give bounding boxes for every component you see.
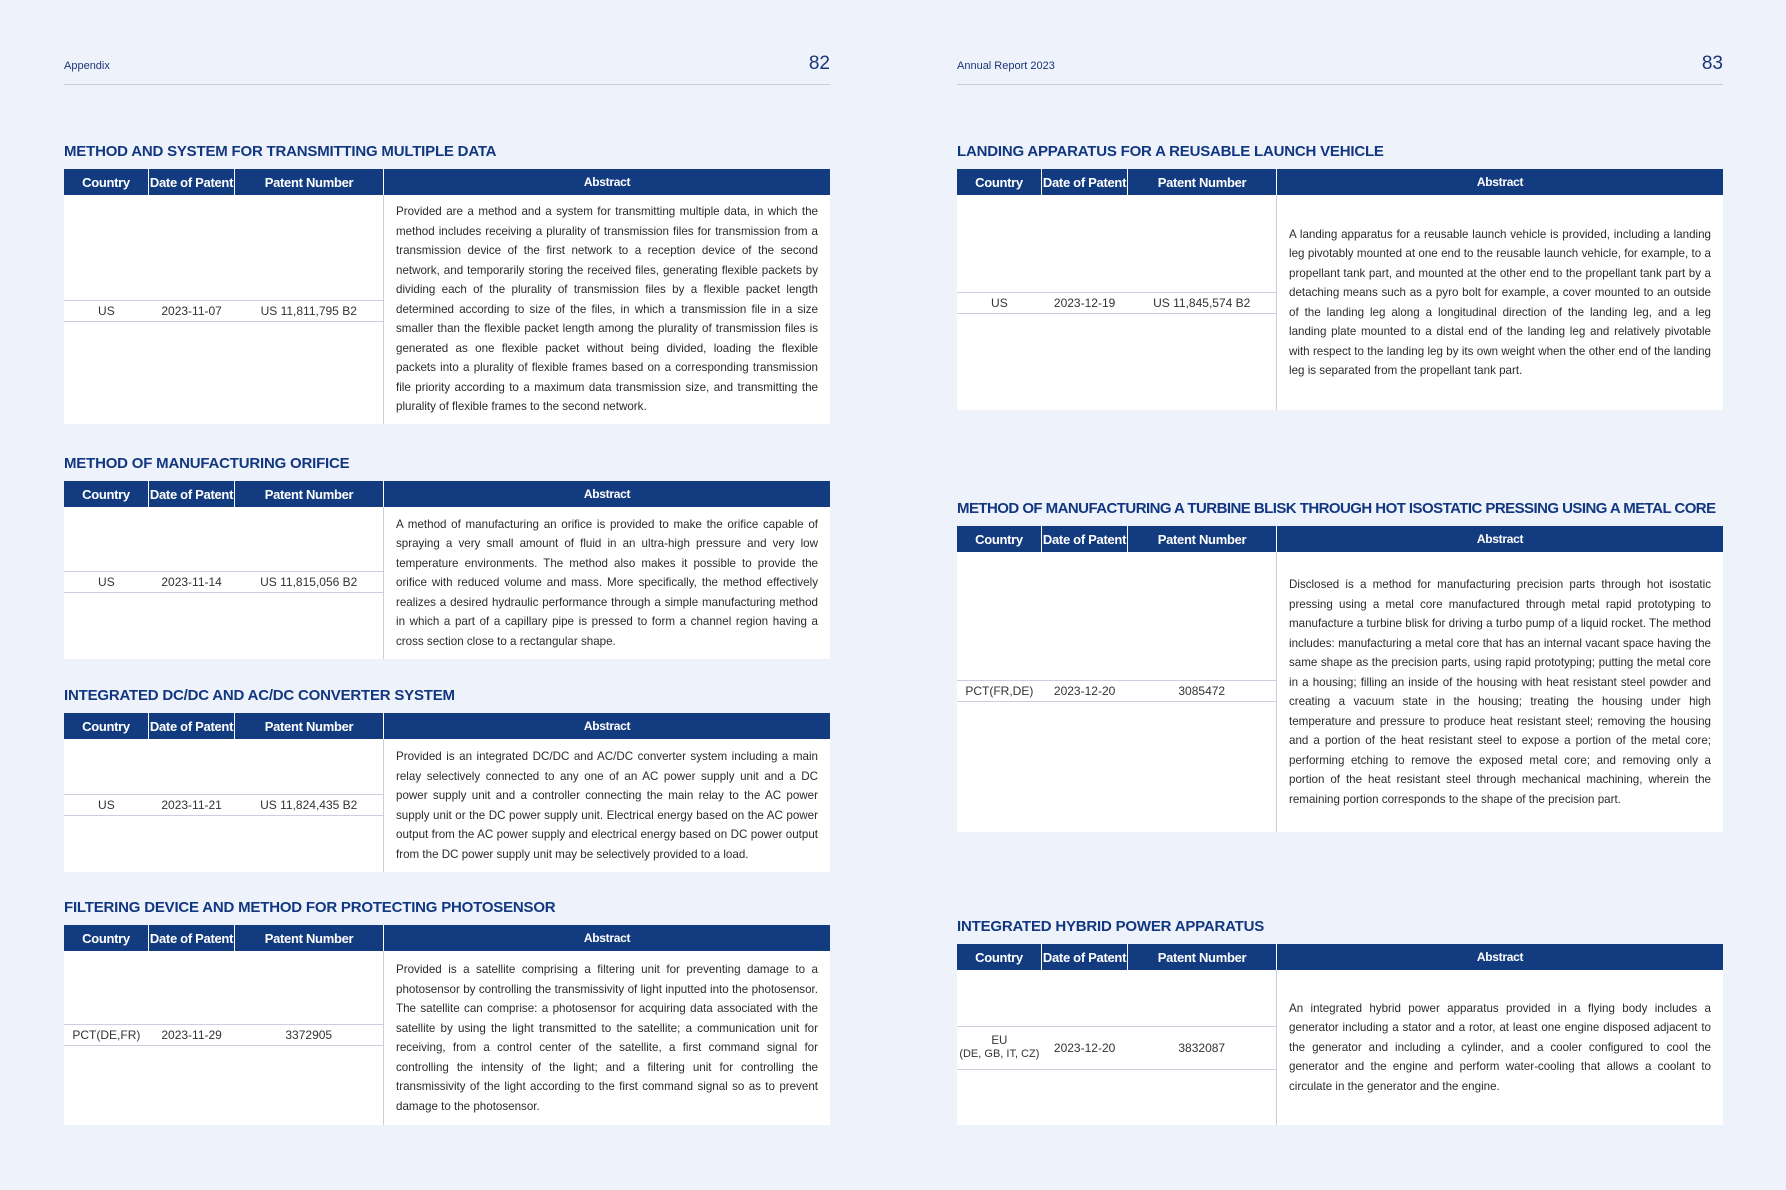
patent-meta (957, 195, 1277, 410)
column-header-country: Country (64, 481, 149, 507)
patent-abstract (1277, 195, 1723, 410)
header-label: Appendix (64, 60, 110, 72)
patent-section (64, 897, 830, 1125)
column-header-abstract: Abstract (1476, 175, 1524, 189)
patent-meta-row (64, 571, 383, 593)
patent-section (957, 141, 1723, 410)
table-row (957, 552, 1723, 832)
patent-number: US 11,824,435 B2 (260, 797, 358, 812)
patent-country: PCT(DE,FR) (72, 1027, 141, 1042)
column-header-date: Date of Patent (1042, 944, 1128, 970)
patent-meta-row (64, 300, 383, 322)
column-header-patent-number: Patent Number (1128, 944, 1277, 970)
patent-country-code: EU (991, 1035, 1008, 1047)
patent-abstract-text: A method of manufacturing an orifice is provided to make the orifice capable of spraying a very small amount of fluid in an ultra-high pressure and very low temperature environments. The method also makes it possible to provide the orifice with reduced volume and mass. More specifically, the method effectively realizes a desired hydraulic performance through a simple manufacturing method in which a part of a capillary pipe is pressed to form a channel region having a cross section close to a rectangular shape. (396, 517, 818, 648)
patent-date: 2023-11-07 (161, 303, 222, 318)
patent-date: 2023-11-21 (161, 797, 222, 812)
patent-section (957, 498, 1723, 832)
patent-title: METHOD AND SYSTEM FOR TRANSMITTING MULTIPLE DATA (64, 143, 497, 160)
table-header (64, 169, 830, 195)
patent-number: US 11,811,795 B2 (260, 303, 357, 318)
patent-meta-row (957, 292, 1276, 314)
patent-table (64, 925, 830, 1125)
column-header-abstract: Abstract (583, 931, 631, 945)
patent-date: 2023-11-29 (161, 1027, 222, 1042)
patent-date: 2023-12-20 (1053, 683, 1116, 698)
patent-section (957, 916, 1723, 1125)
column-header-patent-number: Patent Number (235, 925, 384, 951)
table-header (64, 713, 830, 739)
table-header (957, 526, 1723, 552)
column-header-date: Date of Patent (1042, 169, 1128, 195)
column-header-date: Date of Patent (149, 169, 235, 195)
patent-abstract-text: Provided is an integrated DC/DC and AC/DC converter system including a main relay selectively connected to any one of an AC power supply unit and a DC power supply unit and a controller connecting the main relay to the AC power supply unit or the DC power supply unit. Electrical energy based on the AC power output from the AC power supply and electrical energy based on DC power output from the DC power supply unit may be selectively provided to a load. (396, 750, 818, 861)
page-number: 82 (808, 53, 830, 74)
patent-abstract-text: Provided is a satellite comprising a filtering unit for preventing damage to a photosensor by controlling the transmissivity of light inputted into the photosensor. The satellite can comprise: a photosensor for acquiring data associated with the satellite by using the light transmitted to the satellite; a communication unit for receiving, from a control center of the satellite, a first command signal for controlling the intensity of the light; and a filtering unit for controlling the transmissivity of the light according to the first command signal so as to prevent damage to the photosensor. (396, 963, 818, 1113)
patent-number: US 11,845,574 B2 (1153, 295, 1251, 310)
table-row (64, 951, 830, 1125)
column-header-abstract: Abstract (583, 487, 631, 501)
patent-date: 2023-12-19 (1053, 295, 1116, 310)
column-header-country: Country (957, 169, 1042, 195)
table-row (64, 195, 830, 424)
patent-country-list: (DE, GB, IT, CZ) (959, 1048, 1040, 1060)
column-header-patent-number: Patent Number (1128, 526, 1277, 552)
table-row (957, 195, 1723, 410)
patent-table (64, 713, 830, 872)
patent-number: 3085472 (1178, 683, 1226, 698)
patent-abstract (384, 507, 830, 659)
patent-table (64, 169, 830, 424)
patent-abstract (1277, 552, 1723, 832)
patent-table (957, 169, 1723, 410)
page-header (64, 52, 830, 85)
patent-country: US (991, 295, 1008, 310)
patent-title: FILTERING DEVICE AND METHOD FOR PROTECTING PHOTOSENSOR (64, 899, 556, 916)
column-header-abstract: Abstract (583, 719, 631, 733)
patent-country: PCT(FR,DE) (965, 683, 1034, 698)
column-header-abstract: Abstract (583, 175, 631, 189)
patent-title: INTEGRATED DC/DC AND AC/DC CONVERTER SYSTEM (64, 687, 455, 704)
page-number: 83 (1701, 53, 1723, 74)
patent-meta (64, 739, 384, 872)
patent-title: METHOD OF MANUFACTURING ORIFICE (64, 455, 350, 472)
table-header (64, 481, 830, 507)
patent-country: US (98, 303, 115, 318)
table-row (64, 739, 830, 872)
patent-meta (957, 552, 1277, 832)
table-header (957, 944, 1723, 970)
patent-date: 2023-12-20 (1053, 1040, 1116, 1055)
column-header-patent-number: Patent Number (235, 169, 384, 195)
patent-meta (957, 970, 1277, 1125)
patent-meta-row (957, 680, 1276, 702)
table-row (957, 970, 1723, 1125)
patent-section (64, 141, 830, 424)
patent-abstract (384, 951, 830, 1125)
column-header-country: Country (64, 925, 149, 951)
column-header-country: Country (64, 713, 149, 739)
column-header-country: Country (957, 944, 1042, 970)
patent-country: US (98, 574, 115, 589)
column-header-date: Date of Patent (1042, 526, 1128, 552)
patent-section (64, 685, 830, 872)
patent-table (957, 526, 1723, 832)
patent-table (957, 944, 1723, 1125)
column-header-date: Date of Patent (149, 713, 235, 739)
column-header-patent-number: Patent Number (235, 481, 384, 507)
column-header-country: Country (957, 526, 1042, 552)
patent-meta (64, 195, 384, 424)
table-row (64, 507, 830, 659)
patent-number: US 11,815,056 B2 (260, 574, 358, 589)
column-header-country: Country (64, 169, 149, 195)
column-header-abstract: Abstract (1476, 950, 1524, 964)
patent-meta (64, 507, 384, 659)
table-header (957, 169, 1723, 195)
patent-meta-row (957, 1026, 1276, 1070)
patent-meta (64, 951, 384, 1125)
table-header (64, 925, 830, 951)
patent-abstract-text: An integrated hybrid power apparatus provided in a flying body includes a generator including a stator and a rotor, at least one engine disposed adjacent to the generator and including a cylinder, and a cooler configured to cool the generator and the engine and perform water-cooling that allows a coolant to circulate in the generator and the engine. (1289, 1001, 1711, 1093)
patent-meta-row (64, 794, 383, 816)
patent-title: LANDING APPARATUS FOR A REUSABLE LAUNCH VEHICLE (957, 143, 1384, 160)
patent-title: METHOD OF MANUFACTURING A TURBINE BLISK THROUGH HOT ISOSTATIC PRESSING USING A METAL CORE (957, 500, 1716, 517)
page-header (957, 52, 1723, 85)
column-header-date: Date of Patent (149, 481, 235, 507)
patent-title: INTEGRATED HYBRID POWER APPARATUS (957, 918, 1265, 935)
patent-abstract-text: Disclosed is a method for manufacturing precision parts through hot isostatic pressing using a metal core manufactured through metal rapid prototyping to manufacture a turbine blisk for driving a turbo pump of a liquid rocket. The method includes: manufacturing a metal core that has an internal vacant space having the same shape as the precision parts, using rapid prototyping; putting the metal core in a housing; filling an inside of the housing with heat resistant steel powder and creating a vacuum state in the housing; treating the housing under high temperature and pressure to produce heat resistant steel; removing the housing and a portion of the heat resistant steel to expose a portion of the metal core; performing etching to remove the exposed metal core; and removing only a portion of the heat resistant steel through mechanical machining, wherein the remaining portion corresponds to the shape of the precision part. (1289, 578, 1711, 806)
patent-abstract (384, 195, 830, 424)
patent-country: US (98, 797, 115, 812)
patent-table (64, 481, 830, 659)
column-header-patent-number: Patent Number (1128, 169, 1277, 195)
patent-meta-row (64, 1024, 383, 1046)
patent-number: 3372905 (285, 1027, 333, 1042)
header-label: Annual Report 2023 (957, 60, 1055, 72)
patent-abstract-text: A landing apparatus for a reusable launch vehicle is provided, including a landing leg pivotably mounted at one end to the reusable launch vehicle, for example, to a propellant tank part, and mounted at the other end to the propellant tank part by a detaching means such as a pyro bolt for example, a cover mounted to an outside of the landing leg along a longitudinal direction of the landing leg, and a leg landing plate mounted to a distal end of the landing leg and relatively pivotable with respect to the landing leg by its own weight when the other end of the landing leg is separated from the propellant tank part. (1289, 227, 1711, 377)
patent-abstract (1277, 970, 1723, 1125)
patent-number: 3832087 (1178, 1040, 1226, 1055)
patent-abstract-text: Provided are a method and a system for transmitting multiple data, in which the method includes receiving a plurality of transmission files for transmission from a transmission device of the first network to a reception device of the second network, and temporarily storing the received files, generating flexible packets by dividing each of the plurality of transmission files by a flexible packet length determined according to size of the files, in which a transmission file in a size smaller than the flexible packet length among the plurality of transmission files is generated as one flexible packet without being divided, loading the flexible packets into a plurality of flexible frames based on a corresponding transmission file priority according to a maximum data transmission size, and transmitting the plurality of flexible frames to the second network. (396, 205, 818, 414)
patent-section (64, 453, 830, 659)
patent-date: 2023-11-14 (161, 574, 222, 589)
patent-country (957, 1035, 1042, 1061)
column-header-date: Date of Patent (149, 925, 235, 951)
column-header-abstract: Abstract (1476, 532, 1524, 546)
column-header-patent-number: Patent Number (235, 713, 384, 739)
patent-abstract (384, 739, 830, 872)
